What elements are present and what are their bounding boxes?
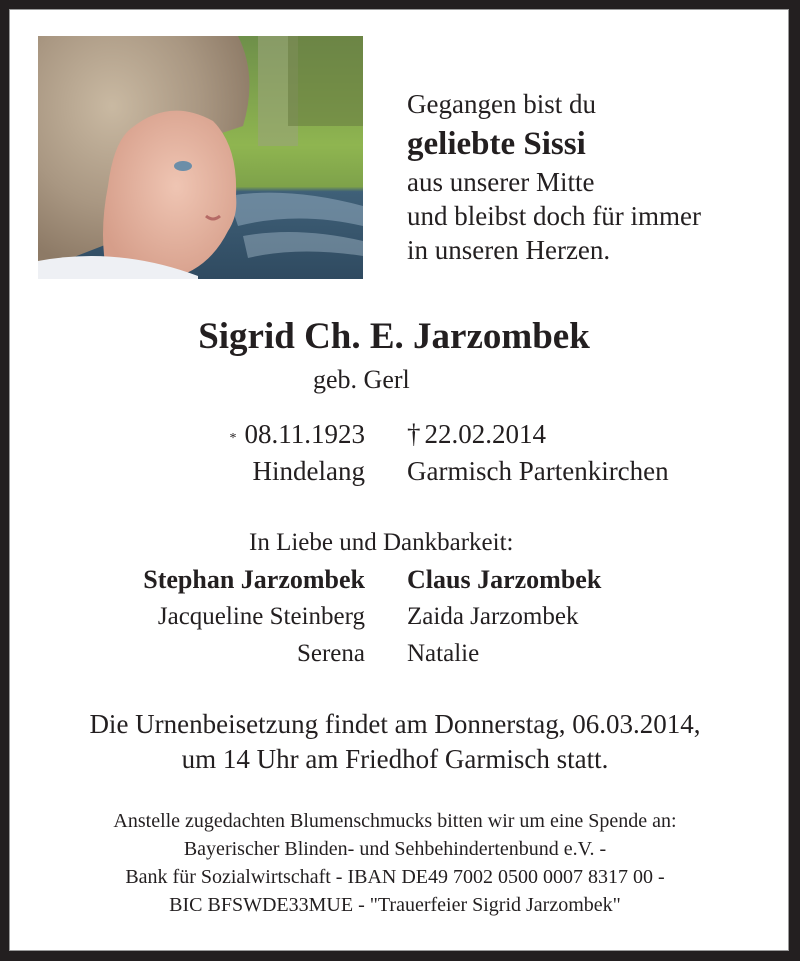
donation-line: Bayerischer Blinden- und Sehbehindertenbund e.V. - [183,838,607,860]
death-date: 22.02.2014 [424,419,546,449]
birth-place: Hindelang [252,456,365,486]
donation-line: BIC BFSWDE33MUE - "Trauerfeier Sigrid Jarzombek" [169,894,621,916]
birth-date-line [230,416,366,455]
burial-line: Die Urnenbeisetzung findet am Donnerstag, 06.03.2014, [89,709,701,739]
burial-line: um 14 Uhr am Friedhof Garmisch statt. [181,744,609,774]
mourners-row [9,562,789,598]
memorial-poem [407,87,787,267]
mourner-name: Natalie [407,640,480,667]
mourner-name: Stephan Jarzombek [143,565,365,594]
birth-date: 08.11.1923 [244,419,365,449]
donation-line: Bank für Sozialwirtschaft - IBAN DE49 7002 0500 0007 8317 00 - [125,866,665,888]
burial-notice [9,707,789,777]
death-cross-icon: † [407,419,421,449]
birth-star-icon: * [229,430,237,446]
maiden-name: geb. Gerl [313,365,410,394]
deceased-name: Sigrid Ch. E. Jarzombek [198,316,590,357]
poem-line: Gegangen bist du [407,89,596,119]
mourner-name: Claus Jarzombek [407,565,602,594]
poem-line: aus unserer Mitte [407,167,595,197]
mourner-name: Zaida Jarzombek [407,603,579,630]
mourners-row [9,599,789,635]
poem-line: in unseren Herzen. [407,235,611,265]
portrait-photo [38,36,363,279]
poem-line: und bleibst doch für immer [407,201,701,231]
mourners-row [9,636,789,672]
mourners-heading: In Liebe und Dankbarkeit: [249,529,514,556]
death-place: Garmisch Partenkirchen [407,456,669,486]
donation-notice [9,807,789,919]
portrait-image [38,36,363,279]
mourner-name: Serena [296,640,365,667]
death-date-line [407,416,546,452]
poem-nickname: geliebte Sissi [407,126,586,162]
mourner-name: Jacqueline Steinberg [157,603,365,630]
donation-line: Anstelle zugedachten Blumenschmucks bitten wir um eine Spende an: [113,810,677,832]
obituary-card [9,9,789,951]
